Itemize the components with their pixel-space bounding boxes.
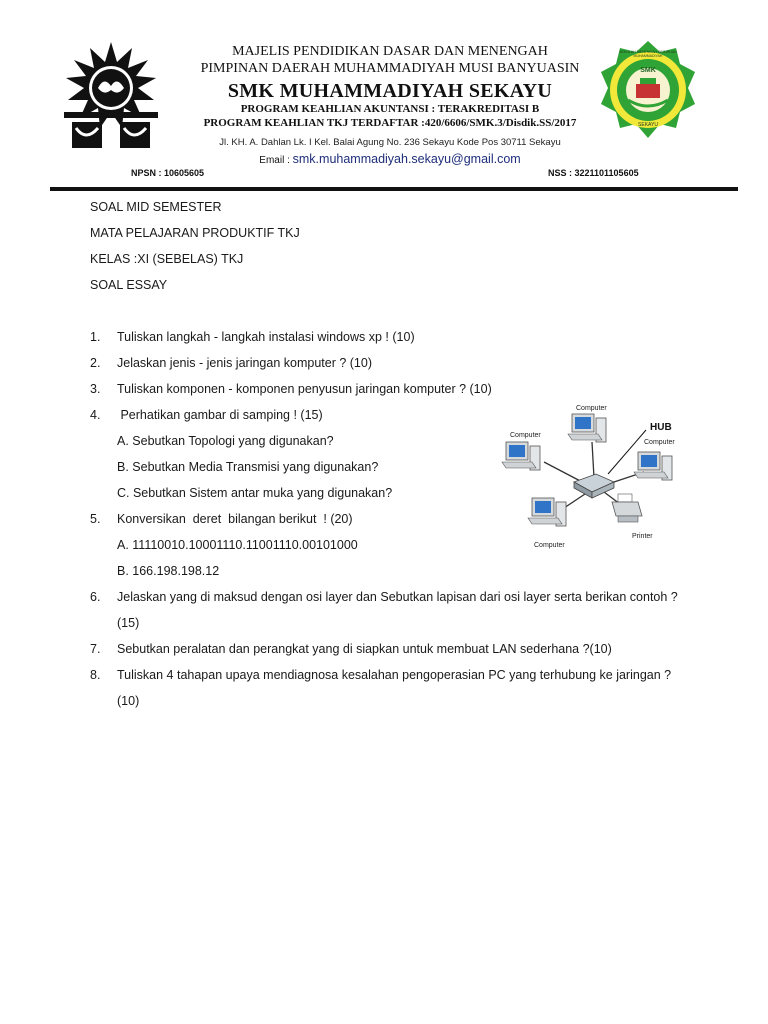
- hub-label: HUB: [650, 422, 672, 433]
- question-number: 1.: [90, 330, 101, 344]
- question-number: 2.: [90, 356, 101, 370]
- q5-sub-b: B. 166.198.198.12: [117, 564, 220, 578]
- program-tkj: PROGRAM KEAHLIAN TKJ TERDAFTAR :420/6606/SMK.3/Disdik.SS/2017: [203, 117, 577, 129]
- question-text: Jelaskan yang di maksud dengan osi layer dan Sebutkan lapisan dari osi layer serta berikan contoh ?: [117, 590, 678, 604]
- question-4: [0, 408, 480, 426]
- email-label: Email :: [259, 155, 293, 166]
- question-5: [0, 512, 480, 530]
- muhammadiyah-logo-icon: [62, 40, 160, 152]
- question-number: 3.: [90, 382, 101, 396]
- exam-title: SOAL MID SEMESTER: [90, 200, 222, 214]
- question-1: [0, 330, 768, 348]
- exam-subject: MATA PELAJARAN PRODUKTIF TKJ: [90, 226, 300, 240]
- question-text: Konversikan deret bilangan berikut ! (20): [117, 512, 353, 526]
- network-diagram: [496, 400, 692, 552]
- computer-icon: [502, 442, 540, 470]
- school-address: Jl. KH. A. Dahlan Lk. I Kel. Balai Agung No. 236 Sekayu Kode Pos 30711 Sekayu: [219, 137, 561, 148]
- question-text: Tuliskan komponen - komponen penyusun jaringan komputer ? (10): [117, 382, 492, 396]
- q4-sub-b: B. Sebutkan Media Transmisi yang digunakan?: [117, 460, 379, 474]
- smk-seal-center-text: SMK: [640, 67, 656, 74]
- q6-score: (15): [117, 616, 140, 630]
- question-text: Perhatikan gambar di samping ! (15): [117, 408, 323, 422]
- question-number: 7.: [90, 642, 101, 656]
- header-line-2: PIMPINAN DAERAH MUHAMMADIYAH MUSI BANYUASIN: [200, 61, 580, 76]
- question-number: 4.: [90, 408, 101, 422]
- computer-label: Computer: [534, 542, 565, 549]
- question-number: 5.: [90, 512, 101, 526]
- question-text: Sebutkan peralatan dan perangkat yang di siapkan untuk membuat LAN sederhana ?(10): [117, 642, 612, 656]
- computer-label: Computer: [644, 439, 675, 446]
- smk-seal-bottom-text: SEKAYU: [638, 122, 658, 128]
- email-link[interactable]: smk.muhammadiyah.sekayu@gmail.com: [292, 152, 521, 166]
- question-7: [0, 642, 768, 660]
- printer-label: Printer: [632, 533, 653, 540]
- question-8: [0, 668, 768, 686]
- question-text: Tuliskan 4 tahapan upaya mendiagnosa kesalahan pengoperasian PC yang terhubung ke jaringan ?: [117, 668, 672, 682]
- computer-label: Computer: [576, 405, 607, 412]
- header-line-1: MAJELIS PENDIDIKAN DASAR DAN MENENGAH: [232, 44, 548, 59]
- email-line: [150, 152, 630, 166]
- computer-label: Computer: [510, 432, 541, 439]
- computer-icon: [634, 452, 672, 480]
- nss-label: NSS : 3221101105605: [548, 168, 639, 178]
- npsn-label: NPSN : 10605605: [131, 168, 205, 178]
- q5-sub-a: A. 11110010.10001110.11001110.00101000: [117, 538, 358, 552]
- question-text: Tuliskan langkah - langkah instalasi windows xp ! (10): [117, 330, 415, 344]
- question-3: [0, 382, 768, 400]
- computer-icon: [528, 498, 566, 526]
- q4-sub-a: A. Sebutkan Topologi yang digunakan?: [117, 434, 334, 448]
- school-name: SMK MUHAMMADIYAH SEKAYU: [227, 80, 553, 102]
- smk-seal-top-text: SEKOLAH MENENGAH KEJURUAN MUHAMMADIYAH: [619, 50, 677, 58]
- exam-type: SOAL ESSAY: [90, 278, 168, 292]
- exam-class: KELAS :XI (SEBELAS) TKJ: [90, 252, 244, 266]
- question-6: [0, 590, 768, 608]
- question-number: 6.: [90, 590, 101, 604]
- q4-sub-c: C. Sebutkan Sistem antar muka yang digunakan?: [117, 486, 393, 500]
- header-divider: [50, 187, 738, 191]
- program-akuntansi: PROGRAM KEAHLIAN AKUNTANSI : TERAKREDITASI B: [240, 103, 540, 115]
- question-number: 8.: [90, 668, 101, 682]
- question-text: Jelaskan jenis - jenis jaringan komputer ? (10): [117, 356, 372, 370]
- q8-score: (10): [117, 694, 140, 708]
- computer-icon: [568, 414, 606, 442]
- question-2: [0, 356, 768, 374]
